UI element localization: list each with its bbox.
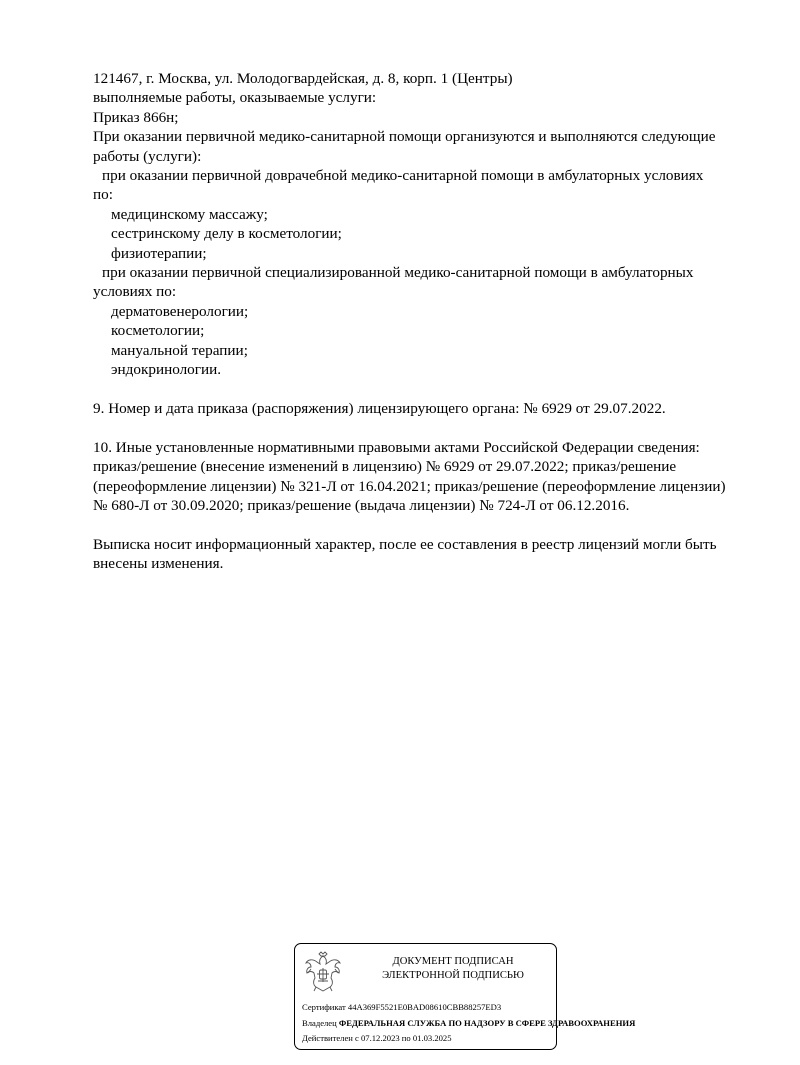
works-label: выполняемые работы, оказываемые услуги: [93,89,377,107]
list-item: сестринскому делу в косметологии; [111,225,342,243]
section2-head-line-1: при оказании первичной специализированной медико-санитарной помощи в амбулаторных [102,264,694,282]
spacer [93,380,773,399]
list-item: дерматовенерологии; [111,302,249,320]
double-headed-eagle-emblem-icon [303,950,343,994]
notice-line-2: внесены изменения. [93,555,224,573]
validity-row: Действителен с 07.12.2023 по 01.03.2025 [302,1033,452,1043]
section1-head-line-1: при оказании первичной доврачебной медико-санитарной помощи в амбулаторных условиях [102,167,704,185]
list-item: медицинскому массажу; [111,205,268,223]
list-item: эндокринологии. [111,361,222,379]
spacer [93,418,773,437]
item-9: 9. Номер и дата приказа (распоряжения) лицензирующего органа: № 6929 от 29.07.2022. [93,399,666,417]
certificate-label: Сертификат [302,1002,346,1012]
section1-head-line-2: по: [93,186,113,204]
electronic-signature-stamp [294,943,636,1050]
owner-label: Владелец [302,1018,337,1028]
intro-line-1: При оказании первичной медико-санитарной помощи организуются и выполняются следующие [93,128,716,146]
item-10-line-3: (переоформление лицензии) № 321-Л от 16.04.2021; приказ/решение (переоформление лицензии) [93,477,726,495]
intro-line-2: работы (услуги): [93,147,202,165]
certificate-value: 44A369F5521E0BAD08610CBB88257ED3 [347,1002,502,1012]
item-10-line-2: приказ/решение (внесение изменений в лицензию) № 6929 от 29.07.2022; приказ/решение [93,458,677,476]
item-10-line-4: № 680-Л от 30.09.2020; приказ/решение (выдача лицензии) № 724-Л от 06.12.2016. [93,496,630,514]
notice-line-1: Выписка носит информационный характер, после ее составления в реестр лицензий могли быть [93,535,717,553]
address-line: 121467, г. Москва, ул. Молодогвардейская, д. 8, корп. 1 (Центры) [93,70,513,87]
section2-head-line-2: условиях по: [93,283,177,301]
document-body [93,69,773,574]
item-10-line-1: 10. Иные установленные нормативными правовыми актами Российской Федерации сведения: [93,438,700,456]
order-ref: Приказ 866н; [93,108,179,126]
certificate-row [302,1002,501,1013]
stamp-title-line-2: ЭЛЕКТРОННОЙ ПОДПИСЬЮ [382,970,524,981]
owner-row [302,1018,635,1029]
stamp-title-line-1: ДОКУМЕНТ ПОДПИСАН [392,956,514,967]
list-item: физиотерапии; [111,244,207,262]
stamp-title [353,955,553,983]
list-item: мануальной терапии; [111,341,248,359]
owner-value: ФЕДЕРАЛЬНАЯ СЛУЖБА ПО НАДЗОРУ В СФЕРЕ ЗДРАВООХРАНЕНИЯ [338,1018,636,1028]
list-item: косметологии; [111,322,205,340]
spacer [93,515,773,534]
